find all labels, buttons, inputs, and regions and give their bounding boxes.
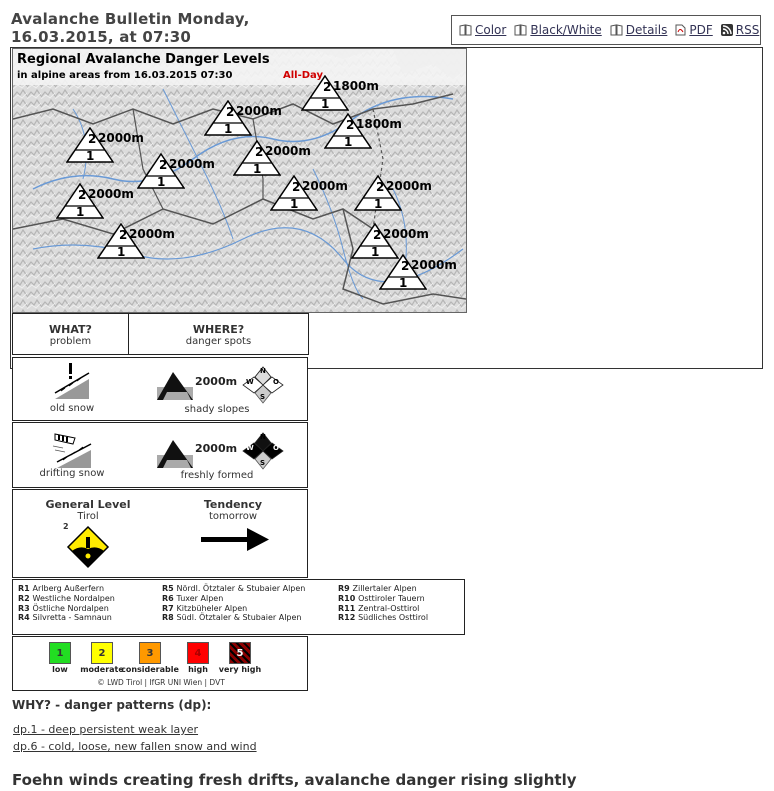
marker-elevation: 1800m <box>356 117 402 131</box>
black-white-label: Black/White <box>530 23 602 37</box>
marker-upper-level: 2 <box>376 180 385 194</box>
marker-upper-level: 2 <box>226 105 235 119</box>
compass-label-o: O <box>273 444 279 452</box>
danger-level-swatch-3: 3 <box>139 642 161 664</box>
region-name: Zentral-Osttirol <box>358 603 420 613</box>
tendency-subtitle: tomorrow <box>208 511 258 522</box>
marker-elevation: 2000m <box>411 258 457 272</box>
black-white-link[interactable] <box>514 23 601 37</box>
book-icon <box>610 24 623 36</box>
region-item <box>162 594 305 604</box>
why-title: WHY? - danger patterns (dp): <box>12 698 212 712</box>
shady-slopes-label: shady slopes <box>184 404 250 415</box>
region-code: R12 <box>338 613 359 623</box>
marker-upper-level: 2 <box>159 158 168 172</box>
what-subtitle: problem <box>49 336 92 347</box>
danger-level-swatch-1: 1 <box>49 642 71 664</box>
toolbar <box>451 15 761 45</box>
marker-lower-level: 1 <box>253 162 262 176</box>
compass-label-w: W <box>246 444 254 452</box>
danger-level-label-2: moderate <box>80 665 124 674</box>
region-item <box>18 604 115 614</box>
freshly-formed-label: freshly formed <box>180 470 254 481</box>
rss-icon <box>721 24 733 36</box>
marker-upper-level: 2 <box>323 80 332 94</box>
color-link[interactable] <box>459 23 506 37</box>
compass-label-n: N <box>260 367 266 375</box>
where-header <box>128 313 309 355</box>
marker-lower-level: 1 <box>290 197 299 211</box>
marker-upper-level: 2 <box>78 188 87 202</box>
danger-level-2-icon <box>66 525 110 569</box>
drifting-snow-label: drifting snow <box>39 468 105 479</box>
region-item <box>162 613 305 623</box>
region-column-2 <box>162 584 305 623</box>
region-code: R2 <box>18 593 33 603</box>
mountain-icon <box>157 438 193 468</box>
map-title: Regional Avalanche Danger Levels <box>17 52 270 67</box>
region-item <box>18 584 115 594</box>
problem-row-drifting-snow <box>12 422 308 488</box>
region-name: Westliche Nordalpen <box>32 593 115 603</box>
marker-lower-level: 1 <box>399 276 408 290</box>
what-title: WHAT? <box>49 323 92 336</box>
region-item <box>162 604 305 614</box>
copyright: © LWD Tirol | IfGR UNI Wien | DVT <box>97 678 225 687</box>
region-code: R11 <box>338 603 359 613</box>
region-list <box>12 579 465 635</box>
arrow-right-icon <box>201 528 269 552</box>
marker-lower-level: 1 <box>321 97 330 111</box>
drifting-snow-elevation: 2000m <box>195 442 238 455</box>
danger-level-label-1: low <box>52 665 68 674</box>
general-level-title: General Level <box>45 498 131 511</box>
marker-lower-level: 1 <box>374 197 383 211</box>
tendency-title: Tendency <box>203 498 263 511</box>
marker-elevation: 2000m <box>265 144 311 158</box>
danger-scale <box>12 636 308 691</box>
bulletin-title-line2: 16.03.2015, at 07:30 <box>11 28 192 46</box>
drifting-snow-icon <box>51 428 93 470</box>
region-item <box>338 604 428 614</box>
danger-level-swatch-2: 2 <box>91 642 113 664</box>
region-code: R7 <box>162 603 177 613</box>
region-code: R8 <box>162 613 177 623</box>
compass-label-n: N <box>260 433 266 441</box>
region-code: R3 <box>18 603 33 613</box>
book-icon <box>514 24 527 36</box>
general-level-value: 2 <box>63 522 69 531</box>
region-code: R1 <box>18 584 33 593</box>
region-code: R6 <box>162 593 177 603</box>
map-subtitle: in alpine areas from 16.03.2015 07:30 <box>17 70 233 81</box>
marker-lower-level: 1 <box>224 122 233 136</box>
bulletin-headline: Foehn winds creating fresh drifts, avalanche danger rising slightly <box>12 771 577 789</box>
old-snow-label: old snow <box>49 403 95 414</box>
danger-level-label-5: very high <box>218 665 262 674</box>
region-name: Arlberg Außerfern <box>32 584 105 593</box>
danger-level-swatch-5: 5 <box>229 642 251 664</box>
region-item <box>18 594 115 604</box>
what-header <box>12 313 129 355</box>
danger-level-label-4: high <box>188 665 208 674</box>
region-code: R10 <box>338 593 359 603</box>
color-label: Color <box>475 23 507 37</box>
marker-elevation: 2000m <box>236 104 282 118</box>
details-label: Details <box>625 23 668 37</box>
region-name: Nördl. Ötztaler & Stubaier Alpen <box>176 584 306 593</box>
marker-lower-level: 1 <box>344 135 353 149</box>
region-name: Tuxer Alpen <box>176 593 224 603</box>
details-link[interactable] <box>610 23 668 37</box>
marker-elevation: 2000m <box>302 179 348 193</box>
region-item <box>18 613 115 623</box>
danger-level-label-3: considerable <box>121 665 179 674</box>
danger-level-swatch-4: 4 <box>187 642 209 664</box>
mountain-icon <box>157 370 193 400</box>
marker-upper-level: 2 <box>401 259 410 273</box>
marker-elevation: 2000m <box>98 131 144 145</box>
compass-label-s: S <box>260 393 266 401</box>
compass-label-w: W <box>246 378 254 386</box>
pdf-label: PDF <box>689 23 713 37</box>
region-name: Zillertaler Alpen <box>352 584 417 593</box>
region-column-1 <box>18 584 115 623</box>
region-item <box>338 613 428 623</box>
pdf-link[interactable] <box>675 23 712 37</box>
general-level-box <box>12 489 308 578</box>
marker-upper-level: 2 <box>346 118 355 132</box>
region-name: Osttiroler Tauern <box>358 593 425 603</box>
marker-lower-level: 1 <box>157 175 166 189</box>
region-item <box>338 594 428 604</box>
region-name: Östliche Nordalpen <box>32 603 109 613</box>
danger-pattern-link-1[interactable]: dp.1 - deep persistent weak layer <box>13 723 199 736</box>
marker-lower-level: 1 <box>371 245 380 259</box>
marker-upper-level: 2 <box>88 132 97 146</box>
marker-elevation: 2000m <box>169 157 215 171</box>
region-item <box>338 584 428 594</box>
problem-row-old-snow <box>12 357 308 421</box>
marker-upper-level: 2 <box>292 180 301 194</box>
region-code: R5 <box>162 584 177 593</box>
marker-elevation: 2000m <box>386 179 432 193</box>
old-snow-icon <box>51 361 93 403</box>
region-name: Südl. Ötztaler & Stubaier Alpen <box>176 613 302 623</box>
old-snow-elevation: 2000m <box>195 375 238 388</box>
compass-label-o: O <box>273 378 279 386</box>
marker-upper-level: 2 <box>255 145 264 159</box>
pdf-icon <box>675 24 686 36</box>
marker-lower-level: 1 <box>86 149 95 163</box>
region-name: Südliches Osttirol <box>358 613 429 623</box>
book-icon <box>459 24 472 36</box>
marker-elevation: 2000m <box>88 187 134 201</box>
all-day-label: All-Day <box>283 70 324 81</box>
where-title: WHERE? <box>192 323 245 336</box>
marker-lower-level: 1 <box>76 205 85 219</box>
marker-elevation: 1800m <box>333 79 379 93</box>
general-level-region: Tirol <box>77 511 99 522</box>
region-column-3 <box>338 584 428 623</box>
region-name: Kitzbüheler Alpen <box>176 603 248 613</box>
danger-pattern-link-2[interactable]: dp.6 - cold, loose, new fallen snow and wind <box>13 740 257 753</box>
region-item <box>162 584 305 594</box>
region-code: R9 <box>338 584 353 593</box>
marker-upper-level: 2 <box>119 228 128 242</box>
marker-upper-level: 2 <box>373 228 382 242</box>
marker-elevation: 2000m <box>383 227 429 241</box>
compass-label-s: S <box>260 459 266 467</box>
bulletin-title <box>11 10 249 46</box>
rss-label: RSS <box>735 23 760 37</box>
region-code: R4 <box>18 613 33 623</box>
marker-elevation: 2000m <box>129 227 175 241</box>
bulletin-title-line1: Avalanche Bulletin Monday, <box>11 10 250 28</box>
rss-link[interactable] <box>721 23 760 37</box>
region-name: Silvretta - Samnaun <box>32 613 112 623</box>
marker-lower-level: 1 <box>117 245 126 259</box>
where-subtitle: danger spots <box>185 336 252 347</box>
